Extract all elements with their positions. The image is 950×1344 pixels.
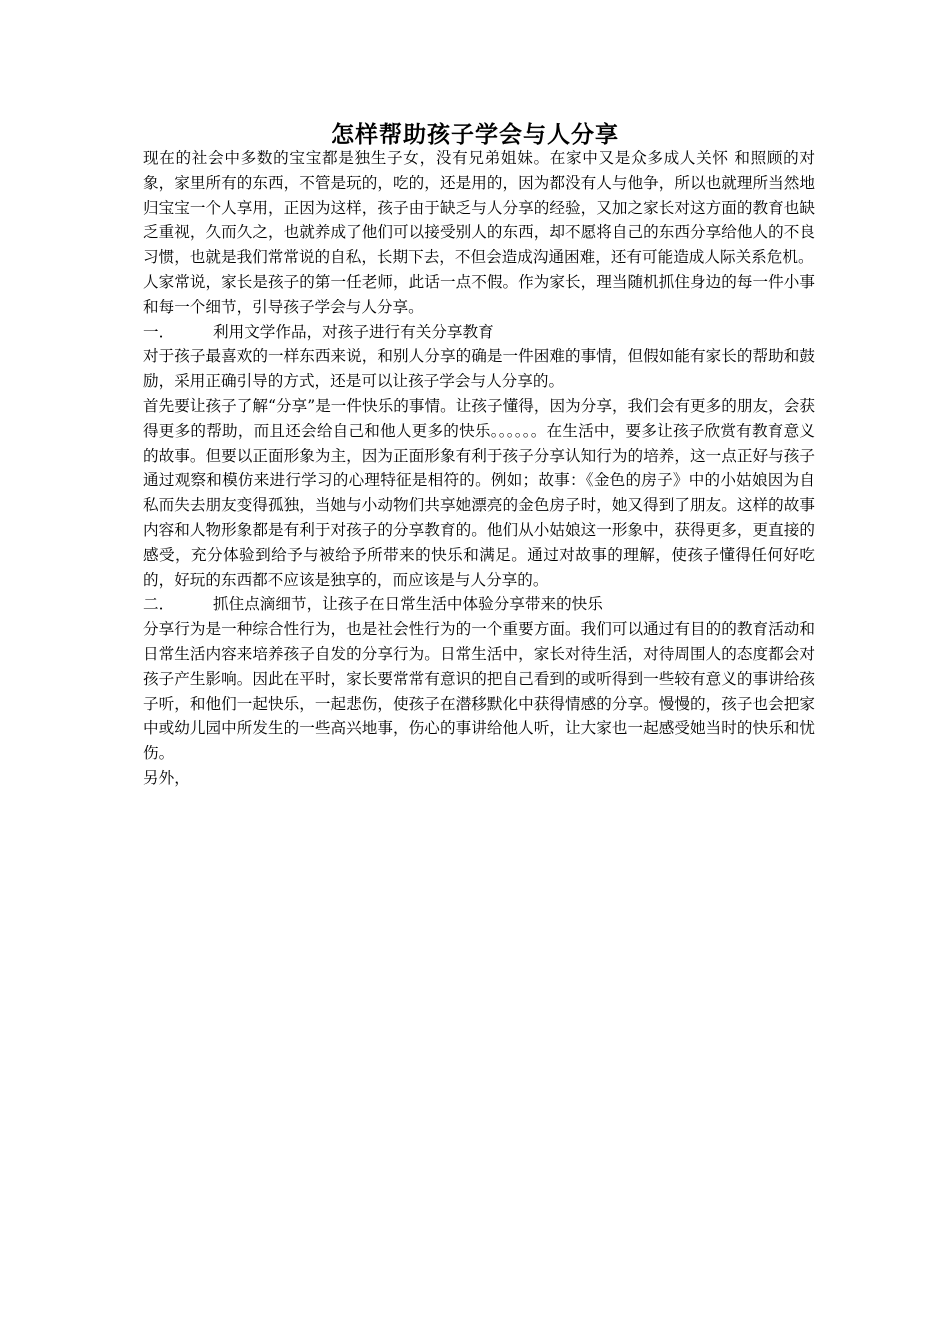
section-1-paragraph-1: 对于孩子最喜欢的一样东西来说，和别人分享的确是一件困难的事情，但假如能有家长的帮助和鼓励，采用正确引导的方式，还是可以让孩子学会与人分享的。 <box>143 347 815 391</box>
section-2-heading <box>143 592 815 617</box>
section-1-paragraph-2: 首先要让孩子了解“分享”是一件快乐的事情。让孩子懂得，因为分享，我们会有更多的朋友，会获得更多的帮助，而且还会给自己和他人更多的快乐。。。。。。在生活中，要多让孩子欣赏有教育意义的故事。但要以正面形象为主，因为正面形象有利于孩子分享认知行为的培养，这一点正好与孩子通过观察和模仿来进行学习的心理特征是相符的。例如；故事：《金色的房子》中的小姑娘因为自私而失去朋友变得孤独，当她与小动物们共享她漂亮的金色房子时，她又得到了朋友。这样的故事内容和人物形象都是有利于对孩子的分享教育的。他们从小姑娘这一形象中，获得更多，更直接的感受，充分体验到给予与被给予所带来的快乐和满足。通过对故事的理解，使孩子懂得任何好吃的，好玩的东西都不应该是独享的，而应该是与人分享的。 <box>143 396 815 589</box>
section-1-heading-text: 利用文学作品，对孩子进行有关分享教育 <box>213 322 494 341</box>
section-2-heading-text: 抓住点滴细节，让孩子在日常生活中体验分享带来的快乐 <box>213 595 603 614</box>
document-body <box>143 146 815 791</box>
document-title: 怎样帮助孩子学会与人分享 <box>331 121 619 148</box>
section-2-number: 二． <box>143 595 175 614</box>
section-2-paragraph-1: 分享行为是一种综合性行为，也是社会性行为的一个重要方面。我们可以通过有目的的教育活动和日常生活内容来培养孩子自发的分享行为。日常生活中，家长对待生活，对待周围人的态度都会对孩子产生影响。因此在平时，家长要常常有意识的把自己看到的或听得到一些较有意义的事讲给孩子听，和他们一起快乐，一起悲伤，使孩子在潜移默化中获得情感的分享。慢慢的，孩子也会把家中或幼儿园中所发生的一些高兴地事，伤心的事讲给他人听，让大家也一起感受她当时的快乐和忧伤。 <box>143 620 815 763</box>
intro-paragraph-2: 人家常说，家长是孩子的第一任老师，此话一点不假。作为家长，理当随机抓住身边的每一件小事和每一个细节，引导孩子学会与人分享。 <box>143 272 815 316</box>
intro-paragraph-1: 现在的社会中多数的宝宝都是独生子女，没有兄弟姐妹。在家中又是众多成人关怀 和照顾的对象，家里所有的东西，不管是玩的，吃的，还是用的，因为都没有人与他争，所以也就理所当然地归宝宝一个人享用，正因为这样，孩子由于缺乏与人分享的经验，又加之家长对这方面的教育也缺乏重视，久而久之，也就养成了他们可以接受别人的东西，却不愿将自己的东西分享给他人的不良习惯，也就是我们常常说的自私，长期下去，不但会造成沟通困难，还有可能造成人际关系危机。 <box>143 149 815 267</box>
section-2-paragraph-2: 另外， <box>143 768 190 787</box>
section-1-heading <box>143 320 815 345</box>
section-1-number: 一． <box>143 322 175 341</box>
